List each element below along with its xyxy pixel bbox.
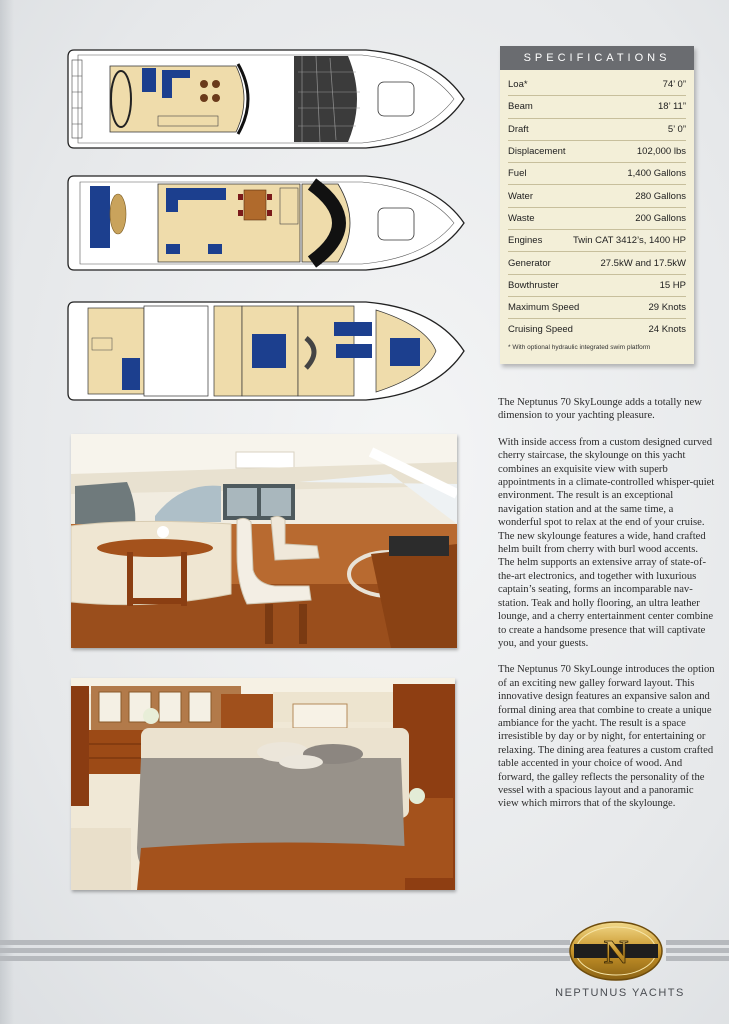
spec-row-engines: [508, 230, 686, 252]
specifications-title: SPECIFICATIONS: [500, 46, 694, 70]
spec-value: 200 Gallons: [635, 212, 686, 224]
spec-label: Cruising Speed: [508, 324, 573, 336]
spec-value: 29 Knots: [648, 302, 686, 314]
spec-value: 27.5kW and 17.5kW: [600, 257, 686, 269]
spec-row-bowthruster: [508, 275, 686, 297]
deck-plan-lower-deck: [66, 298, 468, 404]
spec-row-fuel: [508, 163, 686, 185]
spec-value: 74’ 0”: [662, 79, 686, 91]
spec-label: Generator: [508, 257, 551, 269]
spec-row-loa: [508, 74, 686, 96]
spec-label: Maximum Speed: [508, 302, 580, 314]
spec-row-draft: [508, 119, 686, 141]
spec-label: Fuel: [508, 168, 527, 180]
spec-value: 102,000 lbs: [636, 146, 686, 158]
spec-footnote: * With optional hydraulic integrated swim platform: [508, 344, 651, 351]
spec-value: 1,400 Gallons: [627, 168, 686, 180]
spec-row-water: [508, 185, 686, 207]
deck-plan-flybridge: [66, 46, 468, 152]
spec-label: Bowthruster: [508, 279, 559, 291]
spec-row-beam: [508, 96, 686, 118]
spec-value: 15 HP: [659, 279, 686, 291]
spec-label: Displacement: [508, 146, 566, 158]
spec-label: Loa*: [508, 79, 528, 91]
spec-label: Engines: [508, 235, 543, 247]
spec-value: 280 Gallons: [635, 190, 686, 202]
spec-value: Twin CAT 3412’s, 1400 HP: [572, 235, 686, 247]
spec-label: Water: [508, 190, 533, 202]
skylounge-paragraph: With inside access from a custom designed curved cherry staircase, the skylounge on this yacht combines an exquisite view with superb appointments in a climate-controlled whisper-quiet environment. The result is an exceptional navigation station and at the same time, a wonderful spot to relax at the end of your cruise. The new skylounge features a wide, hand crafted helm built from cherry with burl wood accents. The helm supports an extensive array of state-of-the-art electronics, and together with luxurious captain’s seating, forms an incomparable nav-station. Teak and holly flooring, an ultra leather lounge, and a cherry entertainment center combine to create a handsome presence that will captivate you, and your guests.: [498, 436, 715, 649]
logo-letter: N: [603, 934, 629, 971]
intro-paragraph: The Neptunus 70 SkyLounge adds a totally new dimension to your yachting pleasure.: [498, 397, 702, 422]
stateroom-photo: [71, 678, 455, 890]
spec-row-displacement: [508, 141, 686, 163]
spec-label: Waste: [508, 212, 535, 224]
description-text: [498, 396, 716, 824]
spec-row-maximum-speed: [508, 297, 686, 319]
binding-shadow: [0, 0, 14, 1024]
galley-paragraph: The Neptunus 70 SkyLounge introduces the option of an exciting new galley forward layout. This innovative design features an expansive salon and formal dining area that combine to create a unique ambiance for the yacht. The result is a space irresistible by day or by night, for entertaining or relaxing. The dining area features a custom crafted table accented in your choice of wood. And forward, the galley reflects the personality of the vessel with a spacious layout and a panoramic view which mirrors that of the skylounge.: [498, 664, 715, 810]
spec-value: 24 Knots: [648, 324, 686, 336]
neptunus-logo: [568, 920, 664, 982]
skylounge-photo: [71, 434, 457, 648]
spec-value: 18’ 11”: [658, 101, 686, 113]
spec-row-cruising-speed: [508, 319, 686, 340]
deck-plan-main-deck: [66, 172, 468, 274]
spec-row-waste: [508, 208, 686, 230]
spec-label: Beam: [508, 101, 533, 113]
spec-label: Draft: [508, 123, 529, 135]
spec-row-generator: [508, 252, 686, 274]
brand-name: NEPTUNUS YACHTS: [555, 987, 685, 999]
specifications-panel: [500, 46, 694, 364]
spec-value: 5’ 0”: [667, 123, 686, 135]
